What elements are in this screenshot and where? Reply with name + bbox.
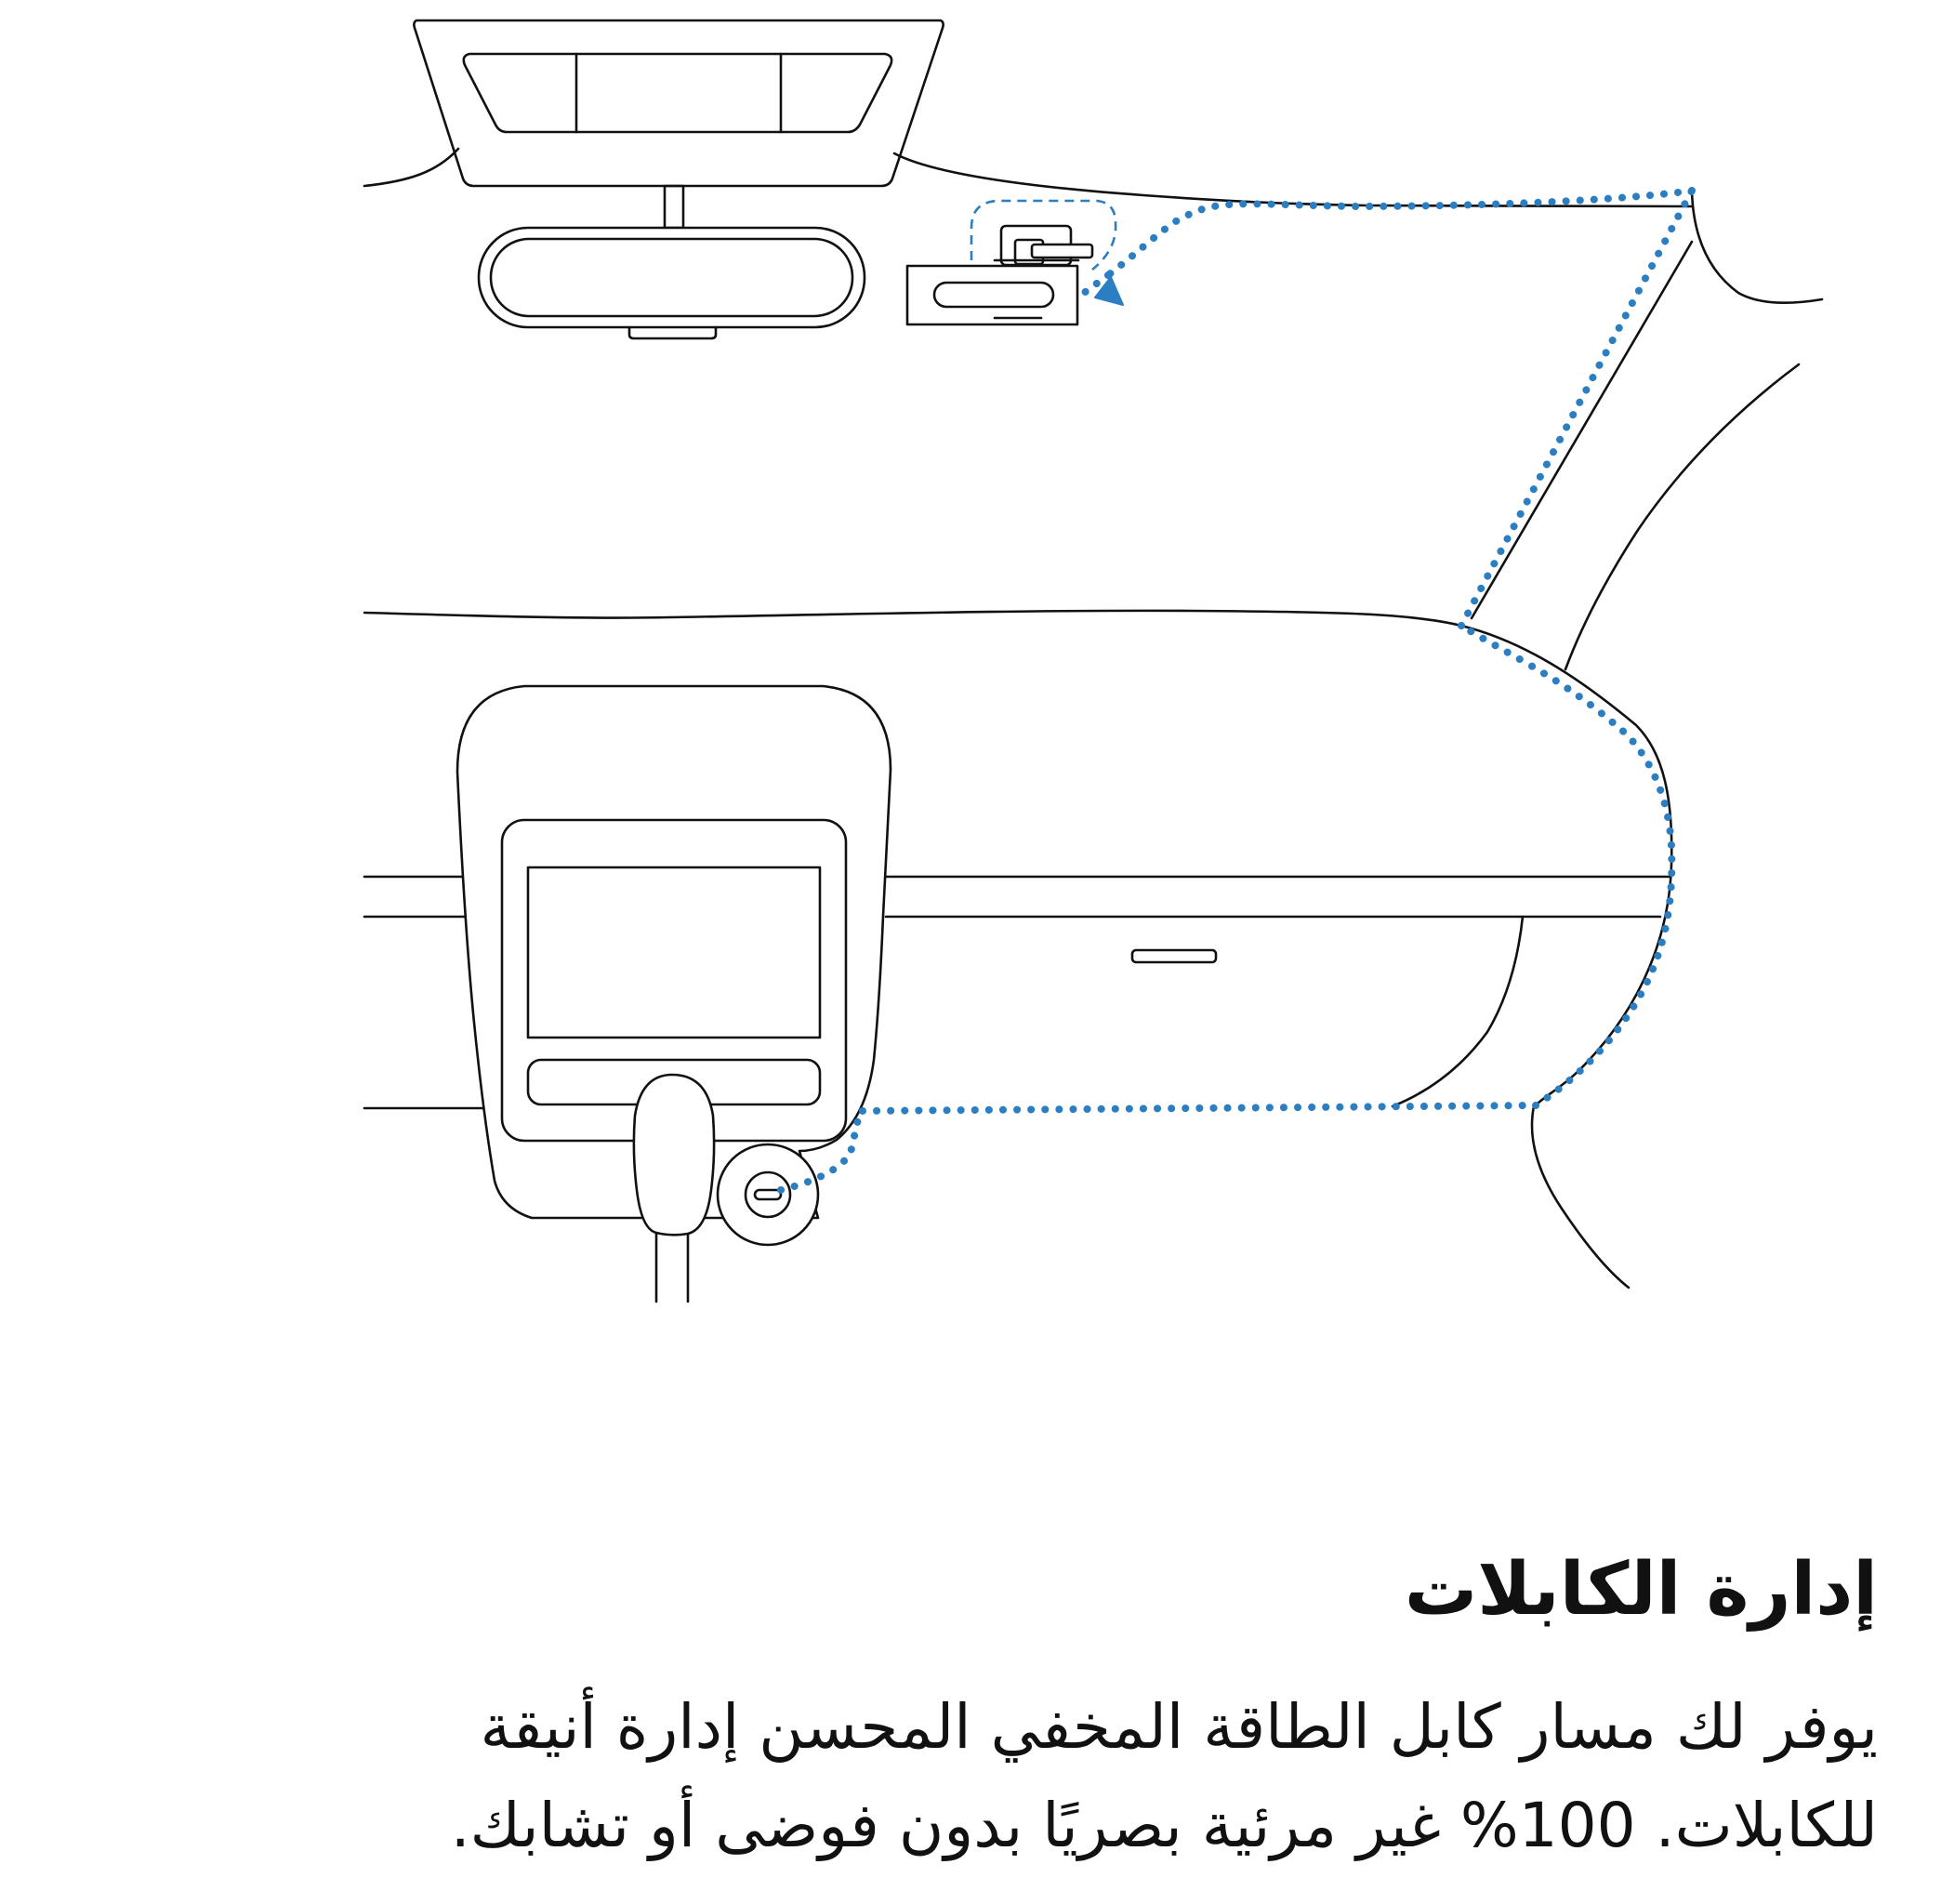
power-socket-icon — [718, 1144, 818, 1245]
dash-cam-icon — [907, 201, 1116, 324]
power-cable-route — [781, 191, 1692, 1190]
gear-lever — [634, 1075, 714, 1235]
headliner-line — [894, 153, 1692, 206]
a-pillar — [1472, 191, 1822, 669]
windshield-top-edge — [364, 149, 458, 186]
overhead-console — [414, 20, 943, 186]
rearview-mirror-icon — [479, 186, 865, 338]
glovebox — [1132, 917, 1629, 1288]
section-title: إدارة الكابلات — [1404, 1548, 1878, 1632]
section-description: يوفر لك مسار كابل الطاقة المخفي المحسن إدارة أنيقة للكابلات. 100% غير مرئية بصريًا بدون فوضى أو تشابك. — [450, 1691, 1878, 1861]
